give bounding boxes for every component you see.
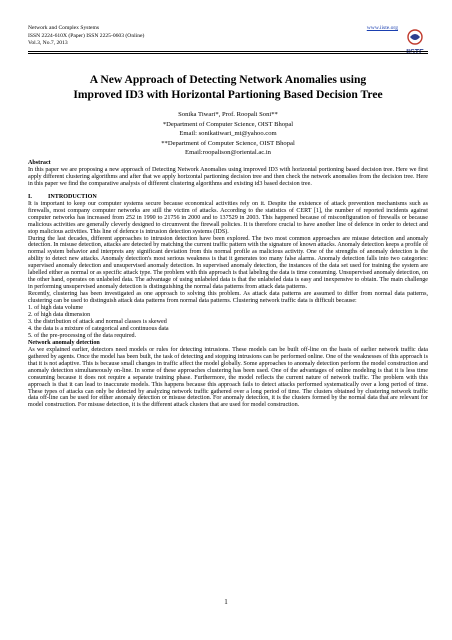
list-item: 1. of high data volume [28, 305, 84, 312]
journal-volume: Vol.3, No.7, 2013 [28, 40, 68, 47]
journal-header [28, 25, 144, 48]
author-affiliation-1: *Department of Computer Science, OIST Bhopal [162, 120, 294, 128]
intro-paragraph-2: During the last decades, different approaches to intrusion detection have been explored. The two most common approaches are misuse detection and anomaly detection. In misuse detection, attacks are detected by matching the current traffic pattern with the signature of known attacks. Anomaly detection keeps a profile of normal system behavior and interprets any significant deviation from this normal profile as malicious activity. One of the strengths of anomaly detection is the ability to detect new attacks. Anomaly detection's most serious weakness is that it generates too many false alarms. Anomaly detection falls into two categories: supervised anomaly detection and unsupervised anomaly detection. In supervised anomaly detection, the instances of the data set used for training the system are labelled either as normal or as specific attack type. The problem with this approach is that labeling the data is time consuming. Unsupervised anomaly detection, on the other hand, operates on unlabeled data. The advantage of using unlabeled data is that the unlabeled data is easy and inexpensive to obtain. The main challenge in performing unsupervised anomaly detection is distinguishing the normal data patterns from attack data patterns. [28, 235, 428, 291]
paper-title: A New Approach of Detecting Network Anomalies using Improved ID3 with Horizontal Partioning Based Decision Tree [73, 73, 383, 101]
header-divider [28, 51, 428, 52]
header-divider-secondary [28, 53, 428, 54]
author-email-1: Email: sonikatiwari_mt@yahoo.com [179, 130, 277, 138]
author-email-2: Email:roopalison@oriental.ac.in [185, 149, 271, 157]
svg-text:IISTE: IISTE [406, 49, 424, 56]
author-names: Sonika Tiwari*, Prof. Roopali Soni** [178, 111, 278, 118]
list-item: 4. the data is a mixture of categorical and continuous data [28, 325, 169, 332]
abstract-heading: Abstract [28, 160, 51, 166]
list-item: 3. the distribution of attack and normal classes is skewed [28, 318, 167, 325]
intro-paragraph-4: As we explained earlier, detectors need models or rules for detecting intrusions. These models can be built off-line on the basis of earlier network traffic data gathered by agents. Once the model has been built, the task of detecting and stopping intrusions can be performed online. One of the weaknesses of this approach is that it is not adaptive. This is because small changes in traffic affect the model globally. Some approaches to anomaly detection perform the model construction and anomaly detection simultaneously on-line. In some of these approaches clustering has been used. One of the advantages of online modeling is that it is less time consuming because it does not require a separate training phase. Furthermore, the model reflects the current nature of network traffic. The problem with this approach is that it can lead to inaccurate models. This happens because this approach fails to detect attacks performed systematically over a long period of time. These types of attacks can only be detected by analyzing network traffic gathered over a long period of time. The clusters obtained by clustering network traffic data off-line can be used for either anomaly detection or misuse detection. For anomaly detection, it is the clusters formed by the normal data that are relevant for model construction. For misuse detection, it is the different attack clusters that are used for model construction. [28, 346, 428, 409]
journal-url-link[interactable]: www.iiste.org [366, 25, 398, 31]
abstract-text: In this paper we are proposing a new approach of Detecting Network Anomalies using improved ID3 with horizontal portioning based decision tree. Here we first apply different clustering algorithms and after that we apply horizontal partioning decision tree and then check the network anomalies from the decision tree. Here in this paper we find the comparative analysis of different clustering algorithms and existing id3 based decision tree. [28, 166, 428, 187]
author-affiliation-2: **Department of Computer Science, OIST Bhopal [161, 139, 295, 147]
intro-paragraph-1: It is important to keep our computer systems secure because economical activities rely on it. Despite the existence of attack prevention mechanisms such as firewalls, most company computer networks are still the victim of attacks. According to the statistics of CERT [1], the number of reported incidents against computer networks has increased from 252 in 1990 to 21756 in 2000 and to 137529 in 2003. This happened because of misconfiguration of firewalls or because malicious activities are generally cleverly designed to circumvent the firewall policies. It is therefore crucial to have another line of defence in order to detect and stop malicious activities. This line of defence is intrusion detection systems (IDS). [28, 200, 428, 235]
subsection-heading: Network anomaly detection [28, 339, 100, 346]
intro-paragraph-3: Recently, clustering has been investigated as one approach to solving this problem. As attack data patterns are assumed to differ from normal data patterns, clustering can be used to distinguish attack data patterns from normal data patterns. Clustering network traffic data is difficult because: [28, 291, 428, 305]
journal-name: Network and Complex Systems [28, 25, 100, 31]
author-block [28, 110, 428, 158]
section-heading-introduction: I. INTRODUCTION [28, 193, 97, 200]
list-item: 2. of high data dimension [28, 312, 91, 319]
paper-body [28, 160, 428, 409]
list-item: 5. of the pre-processing of the data required. [28, 332, 137, 339]
page-number: 1 [224, 598, 228, 606]
journal-issn: ISSN 2224-610X (Paper) ISSN 2225-0603 (Online) [28, 32, 145, 39]
